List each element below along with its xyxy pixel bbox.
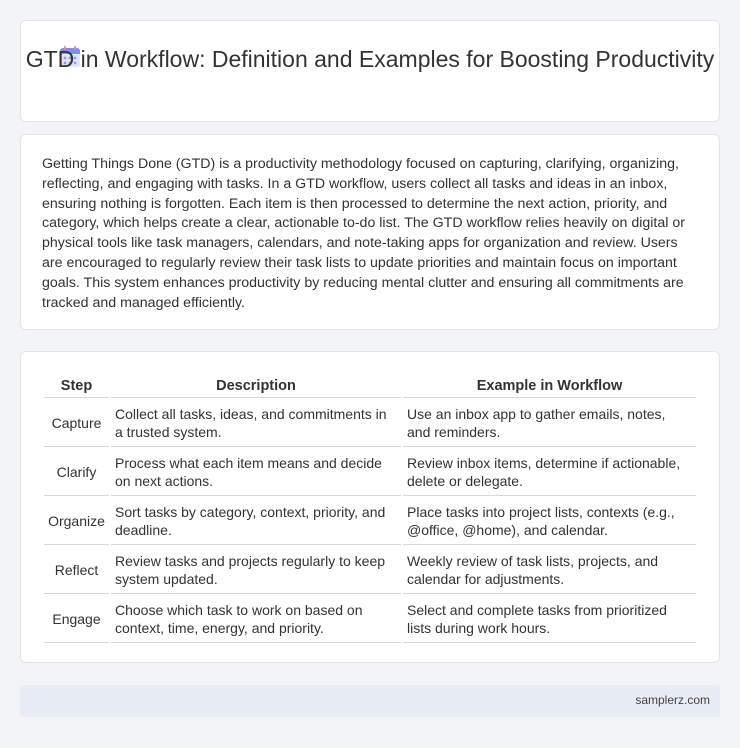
table-row (44, 596, 696, 643)
row-example: Use an inbox app to gather emails, notes, and reminders. (403, 400, 696, 447)
row-step: Engage (44, 596, 109, 643)
table-row (44, 498, 696, 545)
header-example: Example in Workflow (403, 374, 696, 398)
description-card (20, 134, 720, 330)
row-step: Reflect (44, 547, 109, 594)
row-example: Place tasks into project lists, contexts (e.g., @office, @home), and calendar. (403, 498, 696, 545)
row-step: Organize (44, 498, 109, 545)
footer (20, 685, 720, 717)
row-description: Collect all tasks, ideas, and commitments in a trusted system. (111, 400, 401, 447)
row-example: Review inbox items, determine if actionable, delete or delegate. (403, 449, 696, 496)
table-card (20, 351, 720, 663)
row-description: Review tasks and projects regularly to keep system updated. (111, 547, 401, 594)
table-header-row (44, 374, 696, 398)
row-step: Clarify (44, 449, 109, 496)
table-row (44, 449, 696, 496)
page-title: GTD in Workflow: Definition and Examples for Boosting Productivity (25, 46, 715, 72)
gtd-steps-table (42, 372, 698, 645)
table-row (44, 400, 696, 447)
table-row (44, 547, 696, 594)
row-example: Select and complete tasks from prioritized lists during work hours. (403, 596, 696, 643)
row-example: Weekly review of task lists, projects, and calendar for adjustments. (403, 547, 696, 594)
description-text: Getting Things Done (GTD) is a productivity methodology focused on capturing, clarifying, organizing, reflecting, and engaging with tasks. In a GTD workflow, users collect all tasks and ideas in an inbox, ensuring nothing is forgotten. Each item is then processed to determine the next action, priority, and category, which helps create a clear, actionable to-do list. The GTD workflow relies heavily on digital or physical tools like task managers, calendars, and note-taking apps for organization and review. Users are encouraged to regularly review their task lists to update priorities and maintain focus on important goals. This system enhances productivity by reducing mental clutter and ensuring all commitments are tracked and managed efficiently. (42, 156, 685, 311)
row-description: Sort tasks by category, context, priority, and deadline. (111, 498, 401, 545)
header-step: Step (44, 374, 109, 398)
footer-site-link[interactable]: samplerz.com (635, 693, 710, 707)
header-description: Description (111, 374, 401, 398)
title-card (20, 20, 720, 122)
row-description: Process what each item means and decide on next actions. (111, 449, 401, 496)
row-description: Choose which task to work on based on context, time, energy, and priority. (111, 596, 401, 643)
row-step: Capture (44, 400, 109, 447)
